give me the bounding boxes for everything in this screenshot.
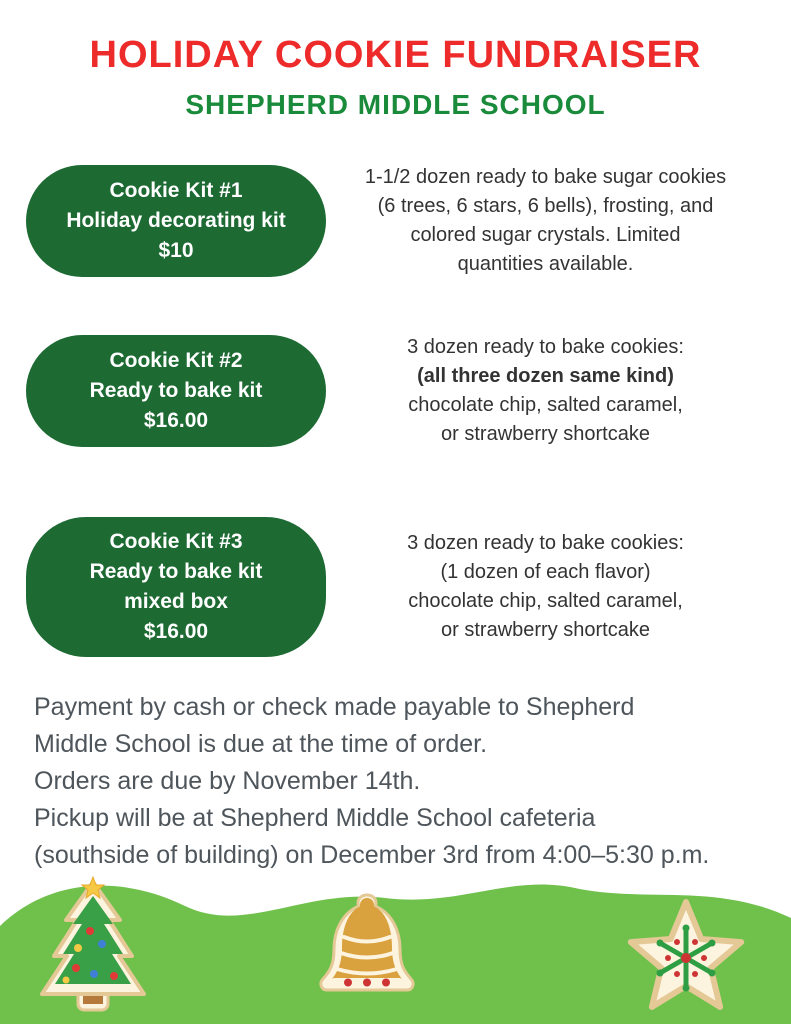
flyer-title: HOLIDAY COOKIE FUNDRAISER [89,34,702,76]
desc-line: (6 trees, 6 stars, 6 bells), frosting, and [377,195,714,217]
kit-row-1 [0,163,791,279]
kit3-description [326,529,765,645]
footer-line: Pickup will be at Shepherd Middle School cafeteria [34,804,596,832]
kit2-name: Cookie Kit #2 [109,349,243,372]
kit3-price: $16.00 [143,620,209,643]
kit3-variant: mixed box [124,590,228,613]
desc-line: (all three dozen same kind) [417,365,674,387]
desc-line: quantities available. [457,253,634,275]
footer-line: Middle School is due at the time of order. [34,730,488,758]
kit2-price: $16.00 [143,409,209,432]
kit1-description [326,163,765,279]
school-name: SHEPHERD MIDDLE SCHOOL [185,89,606,120]
kit1-pill [26,165,326,277]
kit2-pill [26,335,326,447]
desc-line: 3 dozen ready to bake cookies: [407,532,684,554]
footer-line: Payment by cash or check made payable to Shepherd [34,693,635,721]
desc-line: or strawberry shortcake [441,619,650,641]
kit1-name: Cookie Kit #1 [109,179,243,202]
kit1-type: Holiday decorating kit [66,209,286,232]
footer-line: Orders are due by November 14th. [34,767,421,795]
kit3-pill [26,517,326,657]
kit2-description [326,333,765,449]
decorative-footer [0,854,791,1024]
kit2-type: Ready to bake kit [89,379,263,402]
kit-row-3 [0,517,791,657]
kit-list [0,163,791,657]
kit1-price: $10 [158,239,194,262]
tree-cookie-icon [28,876,158,1016]
desc-line: chocolate chip, salted caramel, [408,394,683,416]
desc-line: colored sugar crystals. Limited [410,224,681,246]
bell-cookie-icon [312,891,422,1006]
desc-line: chocolate chip, salted caramel, [408,590,683,612]
desc-line: (1 dozen of each flavor) [440,561,651,583]
kit3-type: Ready to bake kit [89,560,263,583]
star-cookie-icon [621,890,751,1020]
green-wave [0,854,791,1024]
order-info [0,689,791,874]
desc-line: or strawberry shortcake [441,423,650,445]
desc-line: 3 dozen ready to bake cookies: [407,336,684,358]
desc-line: 1-1/2 dozen ready to bake sugar cookies [364,166,727,188]
kit-row-2 [0,333,791,449]
kit3-name: Cookie Kit #3 [109,530,243,553]
footer-line: (southside of building) on December 3rd from 4:00–5:30 p.m. [34,841,710,869]
